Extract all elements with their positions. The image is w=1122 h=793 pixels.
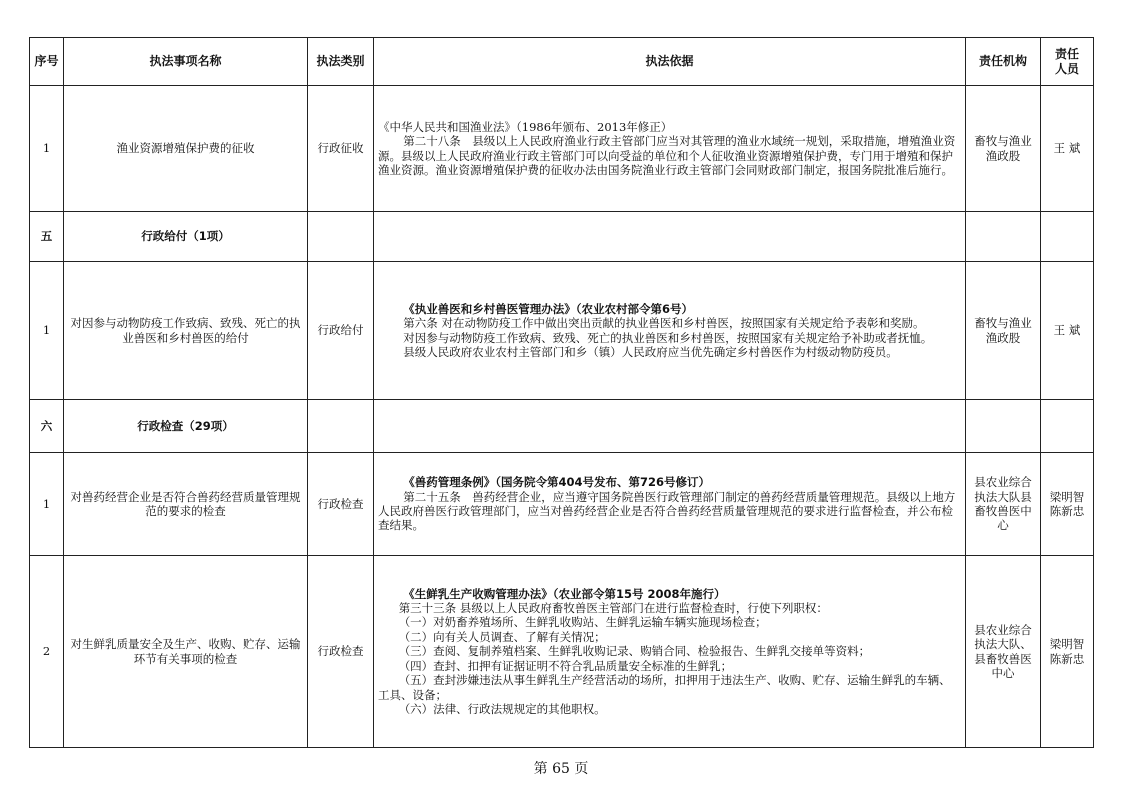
row-person: 王 斌 — [1041, 86, 1094, 212]
row-basis — [374, 262, 966, 400]
page-number: 第 65 页 — [533, 761, 589, 777]
table-row — [30, 262, 1094, 400]
row-person: 梁明智陈新忠 — [1041, 556, 1094, 748]
row-name: 渔业资源增殖保护费的征收 — [64, 86, 308, 212]
row-basis — [374, 556, 966, 748]
row-seq: 2 — [30, 556, 64, 748]
law-item: （一）对奶畜养殖场所、生鲜乳收购站、生鲜乳运输车辆实施现场检查； — [398, 615, 767, 630]
row-name: 对因参与动物防疫工作致病、致残、死亡的执业兽医和乡村兽医的给付 — [64, 262, 308, 400]
row-basis — [374, 453, 966, 556]
row-name: 对生鲜乳质量安全及生产、收购、贮存、运输环节有关事项的检查 — [64, 556, 308, 748]
header-org: 责任机构 — [966, 38, 1041, 86]
law-article: 第二十八条 县级以上人民政府渔业行政主管部门应当对其管理的渔业水域统一规划，采取措施，增殖渔业资源。县级以上人民政府渔业行政主管部门可以向受益的单位和个人征收渔业资源增殖保护费，专门用于增殖和保护渔业资源。渔业资源增殖保护费的征收办法由国务院渔业行政主管部门会同财政部门制定，报国务院批准后施行。 — [378, 134, 956, 177]
row-org: 畜牧与渔业渔政股 — [966, 262, 1041, 400]
law-title: 《执业兽医和乡村兽医管理办法》（农业农村部令第6号） — [403, 301, 694, 316]
row-basis — [374, 86, 966, 212]
row-name: 对兽药经营企业是否符合兽药经营质量管理规范的要求的检查 — [64, 453, 308, 556]
header-type: 执法类别 — [308, 38, 374, 86]
header-basis: 执法依据 — [374, 38, 966, 86]
law-item: （三）查阅、复制养殖档案、生鲜乳收购记录、购销合同、检验报告、生鲜乳交接单等资料； — [398, 644, 871, 659]
section-title: 行政检查（29项） — [64, 400, 308, 453]
row-org: 畜牧与渔业渔政股 — [966, 86, 1041, 212]
law-article: 第二十五条 兽药经营企业，应当遵守国务院兽医行政管理部门制定的兽药经营质量管理规范。县级以上地方人民政府兽医行政管理部门，应当对兽药经营企业是否符合兽药经营质量管理规范的要求进行监督检查，并公布检查结果。 — [378, 489, 956, 533]
section-row — [30, 212, 1094, 262]
row-org: 县农业综合执法大队县畜牧兽医中心 — [966, 453, 1041, 556]
law-item: （二）向有关人员调查、了解有关情况； — [398, 629, 606, 644]
row-type: 行政检查 — [308, 453, 374, 556]
section-num: 五 — [30, 212, 64, 262]
law-item: （六）法律、行政法规规定的其他职权。 — [398, 701, 606, 716]
enforcement-table — [29, 37, 1094, 748]
row-seq: 1 — [30, 453, 64, 556]
law-title: 《中华人民共和国渔业法》（1986年颁布、2013年修正） — [378, 119, 673, 134]
header-row — [30, 38, 1094, 86]
law-title: 《兽药管理条例》（国务院令第404号发布、第726号修订） — [403, 475, 711, 490]
row-type: 行政征收 — [308, 86, 374, 212]
header-name: 执法事项名称 — [64, 38, 308, 86]
table-row — [30, 86, 1094, 212]
law-title: 《生鲜乳生产收购管理办法》（农业部令第15号 2008年施行） — [403, 586, 726, 601]
row-org: 县农业综合执法大队、县畜牧兽医中心 — [966, 556, 1041, 748]
section-title: 行政给付（1项） — [64, 212, 308, 262]
law-article: 县级人民政府农业农村主管部门和乡（镇）人民政府应当优先确定乡村兽医作为村级动物防疫员。 — [403, 344, 898, 359]
row-type: 行政检查 — [308, 556, 374, 748]
header-seq: 序号 — [30, 38, 64, 86]
row-seq: 1 — [30, 86, 64, 212]
law-article: 对因参与动物防疫工作致病、致残、死亡的执业兽医和乡村兽医，按照国家有关规定给予补助或者抚恤。 — [403, 330, 933, 345]
section-row — [30, 400, 1094, 453]
law-item: （五）查封涉嫌违法从事生鲜乳生产经营活动的场所，扣押用于违法生产、收购、贮存、运输生鲜乳的车辆、工具、设备； — [378, 673, 951, 702]
row-person: 王 斌 — [1041, 262, 1094, 400]
table-row — [30, 556, 1094, 748]
row-person: 梁明智陈新忠 — [1041, 453, 1094, 556]
law-article: 第三十三条 县级以上人民政府畜牧兽医主管部门在进行监督检查时，行使下列职权： — [398, 601, 828, 616]
section-num: 六 — [30, 400, 64, 453]
law-item: （四）查封、扣押有证据证明不符合乳品质量安全标准的生鲜乳； — [398, 658, 733, 673]
law-article: 第六条 对在动物防疫工作中做出突出贡献的执业兽医和乡村兽医，按照国家有关规定给予表彰和奖励。 — [403, 316, 925, 331]
row-seq: 1 — [30, 262, 64, 400]
header-person: 责任 人员 — [1041, 38, 1094, 86]
row-type: 行政给付 — [308, 262, 374, 400]
table-row — [30, 453, 1094, 556]
